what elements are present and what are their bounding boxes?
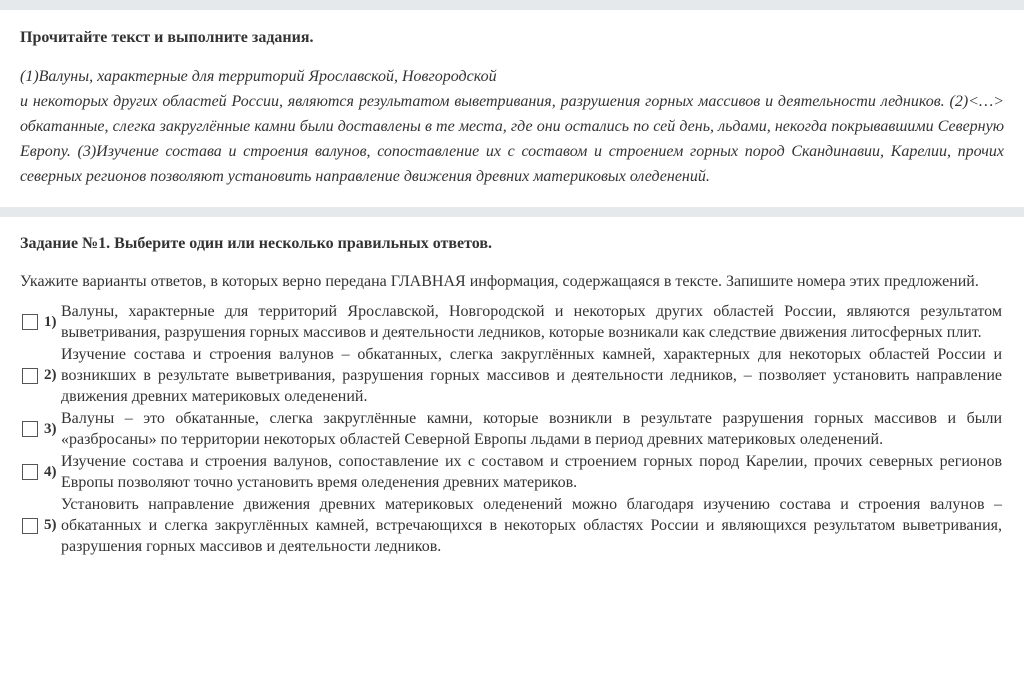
top-divider-band: [0, 0, 1024, 10]
answer-number-2: 2): [44, 367, 57, 383]
task-instruction: Укажите варианты ответов, в которых верно передана ГЛАВНАЯ информация, содержащаяся в тексте. Запишите номера этих предложений.: [20, 273, 979, 290]
answer-options-list: [20, 301, 1004, 557]
answer-number-5: 5): [44, 517, 57, 533]
passage-body: и некоторых других областей России, являются результатом выветривания, разрушения горных массивов и деятельности ледников. (2)<…> обкатанные, слегка закруглённые камни были доставлены в те места, где они остались по сей день, льдами, некогда покрывавшими Северную Европу. (3)Изучение состава и строения валунов, сопоставление их с составом и строением горных пород Скандинавии, Карелии, прочих северных регионов позволяют установить направление движения древних материковых оледенений.: [20, 93, 1004, 185]
answer-checkbox-4[interactable]: [22, 464, 38, 480]
answer-text-2: Изучение состава и строения валунов – обкатанных, слегка закруглённых камней, характерных для некоторых областей России и возникших в результате выветривания, разрушения горных массивов и деятельности ледников, – позволяет установить направление движения древних материковых оледенений.: [61, 346, 1002, 405]
answer-number-3: 3): [44, 420, 57, 437]
answer-option-5[interactable]: [20, 494, 1004, 557]
middle-divider-band: [0, 207, 1024, 217]
answer-checkbox-5[interactable]: [22, 518, 38, 534]
passage-text: [20, 64, 1004, 189]
answer-text-4: Изучение состава и строения валунов, сопоставление их с составом и строением горных пород Карелии, прочих северных регионов Европы позволяют точно установить время оледенения древних материков.: [61, 453, 1002, 491]
answer-checkbox-3[interactable]: [22, 421, 38, 437]
passage-section: [0, 10, 1024, 207]
passage-first-line: (1)Валуны, характерные для территорий Ярославской, Новгородской: [20, 68, 497, 85]
answer-number-4: 4): [44, 463, 57, 480]
passage-heading: Прочитайте текст и выполните задания.: [20, 29, 314, 46]
answer-option-1[interactable]: [20, 301, 1004, 343]
answer-text-1: Валуны, характерные для территорий Ярославской, Новгородской и некоторых других областей России, являются результатом выветривания, разрушения горных массивов и деятельности ледников, которые возникали как следствие движения литосферных плит.: [61, 303, 1002, 341]
answer-text-5: Установить направление движения древних материковых оледенений можно благодаря изучению состава и строения валунов – обкатанных и слегка закруглённых камней, встречающихся в некоторых областях России и являющихся результатом выветривания, разрушения горных массивов и деятельности ледников.: [61, 496, 1002, 555]
answer-checkbox-1[interactable]: [22, 314, 38, 330]
task-section: [0, 217, 1024, 557]
answer-option-3[interactable]: [20, 408, 1004, 450]
answer-number-1: 1): [44, 313, 57, 330]
answer-checkbox-2[interactable]: [22, 368, 38, 384]
answer-text-3: Валуны – это обкатанные, слегка закруглённые камни, которые возникли в результате разрушения горных массивов и были «разбросаны» по территории некоторых областей Северной Европы льдами в период древних материковых оледенений.: [61, 410, 1002, 448]
answer-option-2[interactable]: [20, 344, 1004, 407]
task-heading: Задание №1. Выберите один или несколько правильных ответов.: [20, 235, 493, 252]
answer-option-4[interactable]: [20, 451, 1004, 493]
